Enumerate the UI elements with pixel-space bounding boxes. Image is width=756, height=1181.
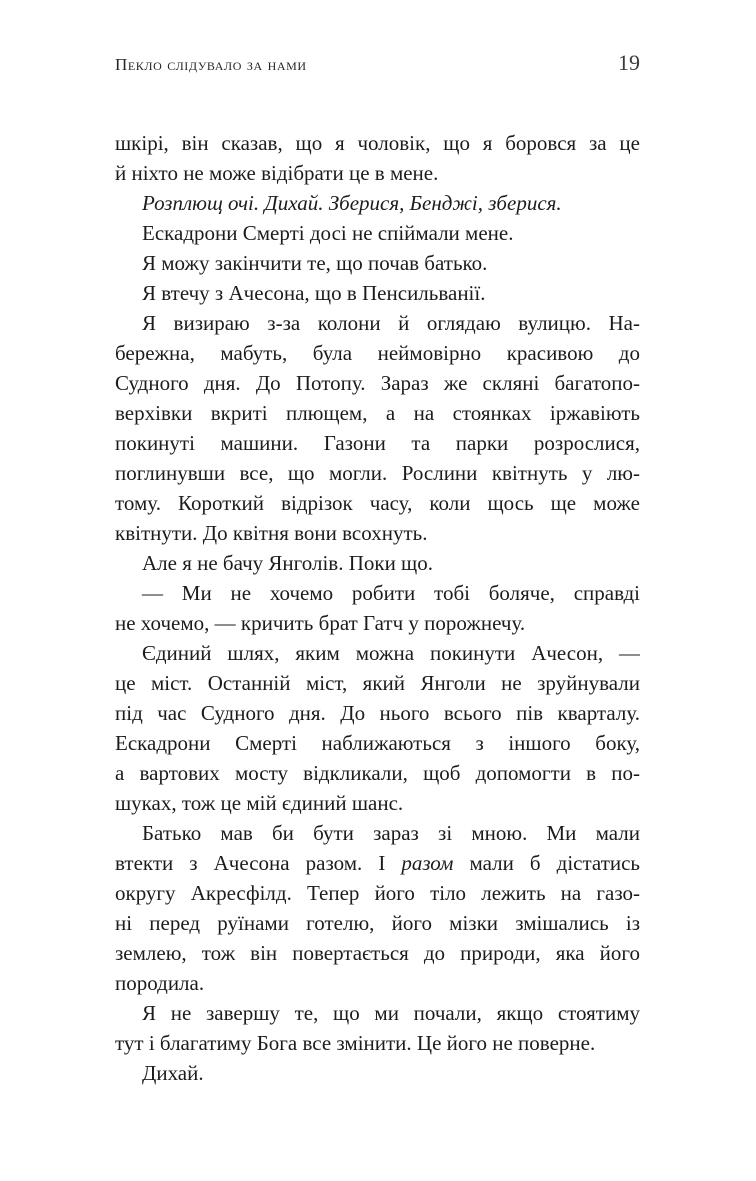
text-line: [115, 758, 640, 788]
text-line: [115, 818, 640, 848]
text-line: [115, 488, 640, 518]
text-line: [115, 608, 640, 638]
text-segment: Я не завершу те, що ми почали, якщо стоятиму: [142, 1001, 640, 1025]
text-segment: породила.: [115, 971, 205, 995]
text-segment: Я визираю з-за колони й оглядаю вулицю. На-: [142, 311, 640, 335]
text-line: [115, 878, 640, 908]
text-segment: втекти з Ачесона разом. І: [115, 851, 402, 875]
text-segment: Ескадрони Смерті наближаються з іншого боку,: [115, 731, 640, 755]
text-segment: бережна, мабуть, була неймовірно красивою до: [115, 341, 640, 365]
running-title: Пекло слідувало за нами: [115, 55, 307, 74]
text-segment: й ніхто не може відібрати це в мене.: [115, 161, 439, 185]
text-segment: шуках, тож це мій єдиний шанс.: [115, 791, 404, 815]
text-line: [115, 788, 640, 818]
text-segment: землею, тож він повертається до природи, яка його: [115, 941, 640, 965]
text-segment: Єдиний шлях, яким можна покинути Ачесон, —: [142, 641, 640, 665]
italic-text-segment: разом: [401, 851, 454, 875]
text-segment: а вартових мосту відкликали, щоб допомогти в по-: [115, 761, 640, 785]
text-segment: верхівки вкриті плющем, а на стоянках іржавіють: [115, 401, 640, 425]
text-line: [115, 428, 640, 458]
text-line: [115, 638, 640, 668]
text-segment: тому. Короткий відрізок часу, коли щось ще може: [115, 491, 640, 515]
page-header: [115, 50, 640, 76]
text-line: [115, 998, 640, 1028]
text-line: [115, 728, 640, 758]
text-segment: Судного дня. До Потопу. Зараз же скляні багатопо-: [115, 371, 640, 395]
text-line: [115, 278, 640, 308]
text-segment: Я можу закінчити те, що почав батько.: [142, 251, 488, 275]
text-segment: квітнути. До квітня вони всохнуть.: [115, 521, 428, 545]
text-segment: — Ми не хочемо робити тобі боляче, справді: [142, 581, 640, 605]
text-line: [115, 848, 640, 878]
italic-text-segment: Розплющ очі. Дихай. Зберися, Бенджі, зберися.: [142, 191, 562, 215]
text-segment: округу Акресфілд. Тепер його тіло лежить на газо-: [115, 881, 640, 905]
text-line: [115, 968, 640, 998]
text-segment: ні перед руїнами готелю, його мізки змішались із: [115, 911, 640, 935]
text-segment: під час Судного дня. До нього всього пів кварталу.: [115, 701, 640, 725]
text-segment: покинуті машини. Газони та парки розрослися,: [115, 431, 640, 455]
text-line: [115, 248, 640, 278]
text-segment: Я втечу з Ачесона, що в Пенсильванії.: [142, 281, 486, 305]
text-segment: Ескадрони Смерті досі не спіймали мене.: [142, 221, 514, 245]
text-line: [115, 398, 640, 428]
text-line: [115, 218, 640, 248]
text-segment: Батько мав би бути зараз зі мною. Ми мали: [142, 821, 640, 845]
text-segment: поглинувши все, що могли. Рослини квітнуть у лю-: [115, 461, 640, 485]
text-line: [115, 518, 640, 548]
text-segment: це міст. Останній міст, який Янголи не зруйнували: [115, 671, 640, 695]
text-line: [115, 338, 640, 368]
text-segment: не хочемо, — кричить брат Гатч у порожнечу.: [115, 611, 526, 635]
text-line: [115, 548, 640, 578]
text-line: [115, 908, 640, 938]
text-line: [115, 938, 640, 968]
text-line: [115, 578, 640, 608]
text-line: [115, 668, 640, 698]
text-segment: мали б дістатись: [453, 851, 640, 875]
page-body-text: [115, 128, 640, 1088]
text-line: [115, 158, 640, 188]
text-line: [115, 128, 640, 158]
text-segment: шкірі, він сказав, що я чоловік, що я боровся за це: [115, 131, 640, 155]
text-line: [115, 458, 640, 488]
text-segment: тут і благатиму Бога все змінити. Це його не поверне.: [115, 1031, 596, 1055]
text-line: [115, 698, 640, 728]
text-line: [115, 368, 640, 398]
text-line: [115, 1028, 640, 1058]
text-line: [115, 188, 640, 218]
text-segment: Дихай.: [142, 1061, 204, 1085]
page-number: 19: [618, 50, 640, 75]
text-line: [115, 308, 640, 338]
text-line: [115, 1058, 640, 1088]
text-segment: Але я не бачу Янголів. Поки що.: [142, 551, 433, 575]
